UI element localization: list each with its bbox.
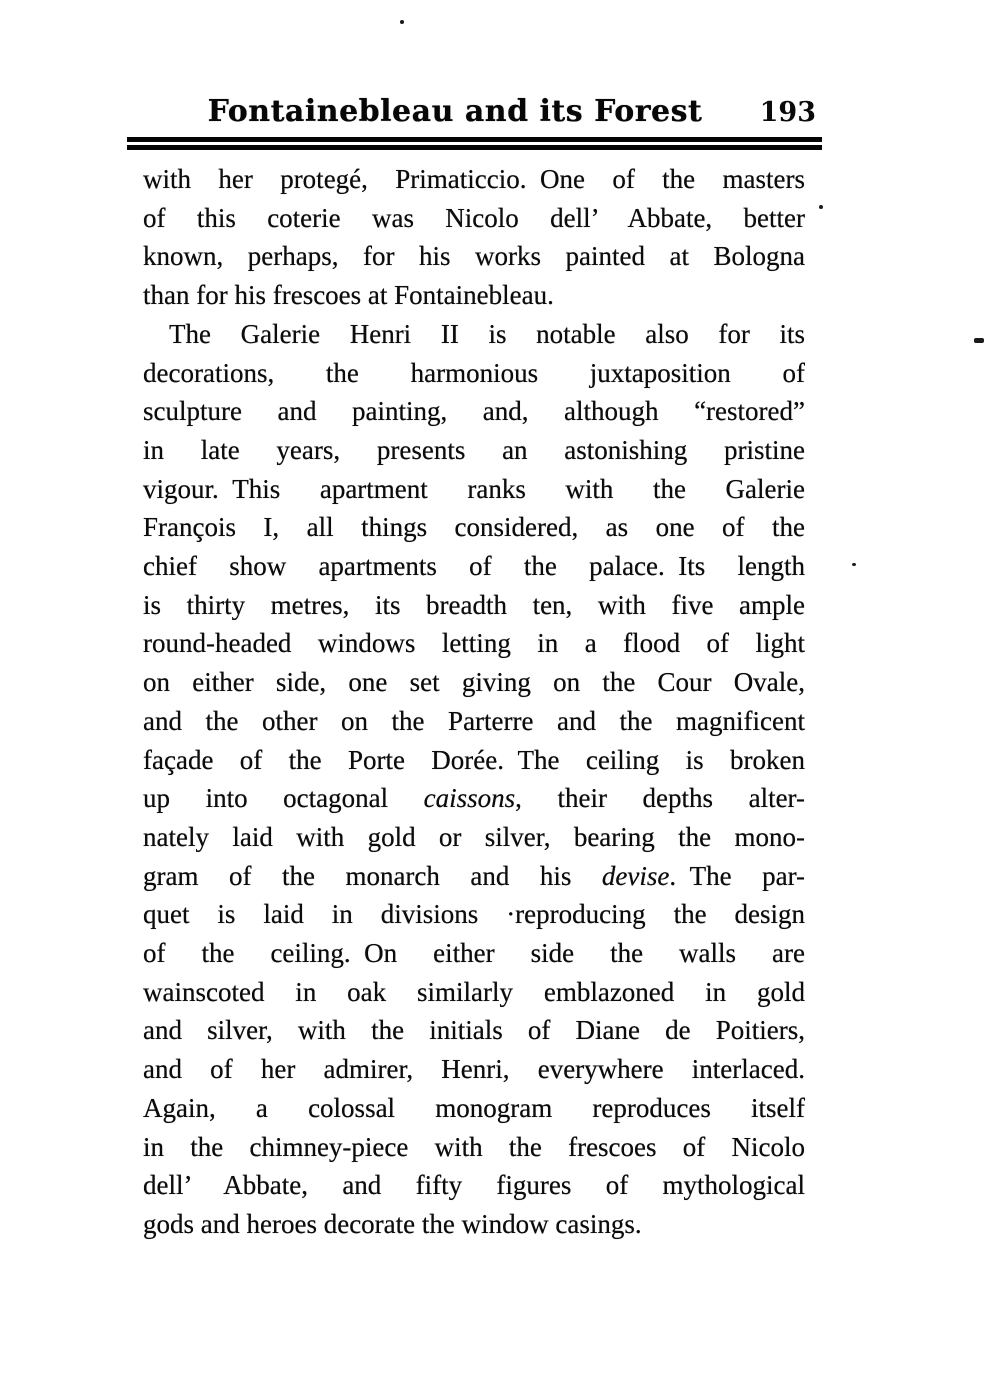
text-line: in the chimney-piece with the frescoes of Nicolo bbox=[143, 1131, 805, 1162]
text-line: gods and heroes decorate the window casings. bbox=[143, 1208, 642, 1239]
ink-speck bbox=[400, 20, 404, 24]
page-text bbox=[143, 160, 805, 1244]
ink-speck bbox=[974, 338, 984, 343]
text-line: of this coterie was Nicolo dell’ Abbate, better bbox=[143, 202, 805, 233]
text-line: sculpture and painting, and, although “restored” bbox=[143, 396, 805, 427]
text-line: than for his frescoes at Fontainebleau. bbox=[143, 280, 554, 311]
text-line: façade of the Porte Dorée. The ceiling is broken bbox=[143, 744, 805, 775]
text-line: round-headed windows letting in a flood of light bbox=[143, 628, 805, 659]
running-header-title: Fontainebleau and its Forest bbox=[207, 94, 703, 129]
running-header bbox=[128, 94, 822, 138]
text-line: with her protegé, Primaticcio. One of the masters bbox=[143, 164, 805, 194]
text-line: and of her admirer, Henri, everywhere interlaced. bbox=[143, 1054, 805, 1085]
text-line: The Galerie Henri II is notable also for its bbox=[169, 318, 805, 349]
text-line: gram of the monarch and his devise. The par- bbox=[143, 860, 806, 891]
text-line: François I, all things considered, as one of the bbox=[143, 512, 805, 543]
text-line: chief show apartments of the palace. Its length bbox=[143, 551, 805, 582]
text-line: and the other on the Parterre and the magnificent bbox=[143, 705, 805, 736]
text-line: is thirty metres, its breadth ten, with five ample bbox=[143, 589, 805, 620]
page-number: 193 bbox=[759, 97, 816, 128]
text-line: wainscoted in oak similarly emblazoned in gold bbox=[143, 976, 805, 1007]
text-line: nately laid with gold or silver, bearing the mono- bbox=[143, 821, 805, 852]
ink-speck bbox=[852, 563, 856, 566]
double-rule bbox=[127, 137, 822, 150]
text-line: known, perhaps, for his works painted at Bologna bbox=[143, 241, 805, 272]
text-line: vigour. This apartment ranks with the Galerie bbox=[143, 473, 805, 504]
text-line: Again, a colossal monogram reproduces itself bbox=[143, 1092, 805, 1123]
text-line: on either side, one set giving on the Cour Ovale, bbox=[143, 667, 805, 698]
ink-speck bbox=[819, 205, 823, 209]
text-line: dell’ Abbate, and fifty figures of mythological bbox=[143, 1170, 805, 1201]
text-line: up into octagonal caissons, their depths alter- bbox=[143, 783, 805, 814]
text-line: quet is laid in divisions ·reproducing the design bbox=[143, 899, 805, 930]
text-line: decorations, the harmonious juxtaposition of bbox=[143, 357, 805, 388]
text-line: in late years, presents an astonishing pristine bbox=[143, 434, 805, 465]
text-line: and silver, with the initials of Diane de Poitiers, bbox=[143, 1015, 805, 1046]
text-line: of the ceiling. On either side the walls are bbox=[143, 938, 805, 969]
